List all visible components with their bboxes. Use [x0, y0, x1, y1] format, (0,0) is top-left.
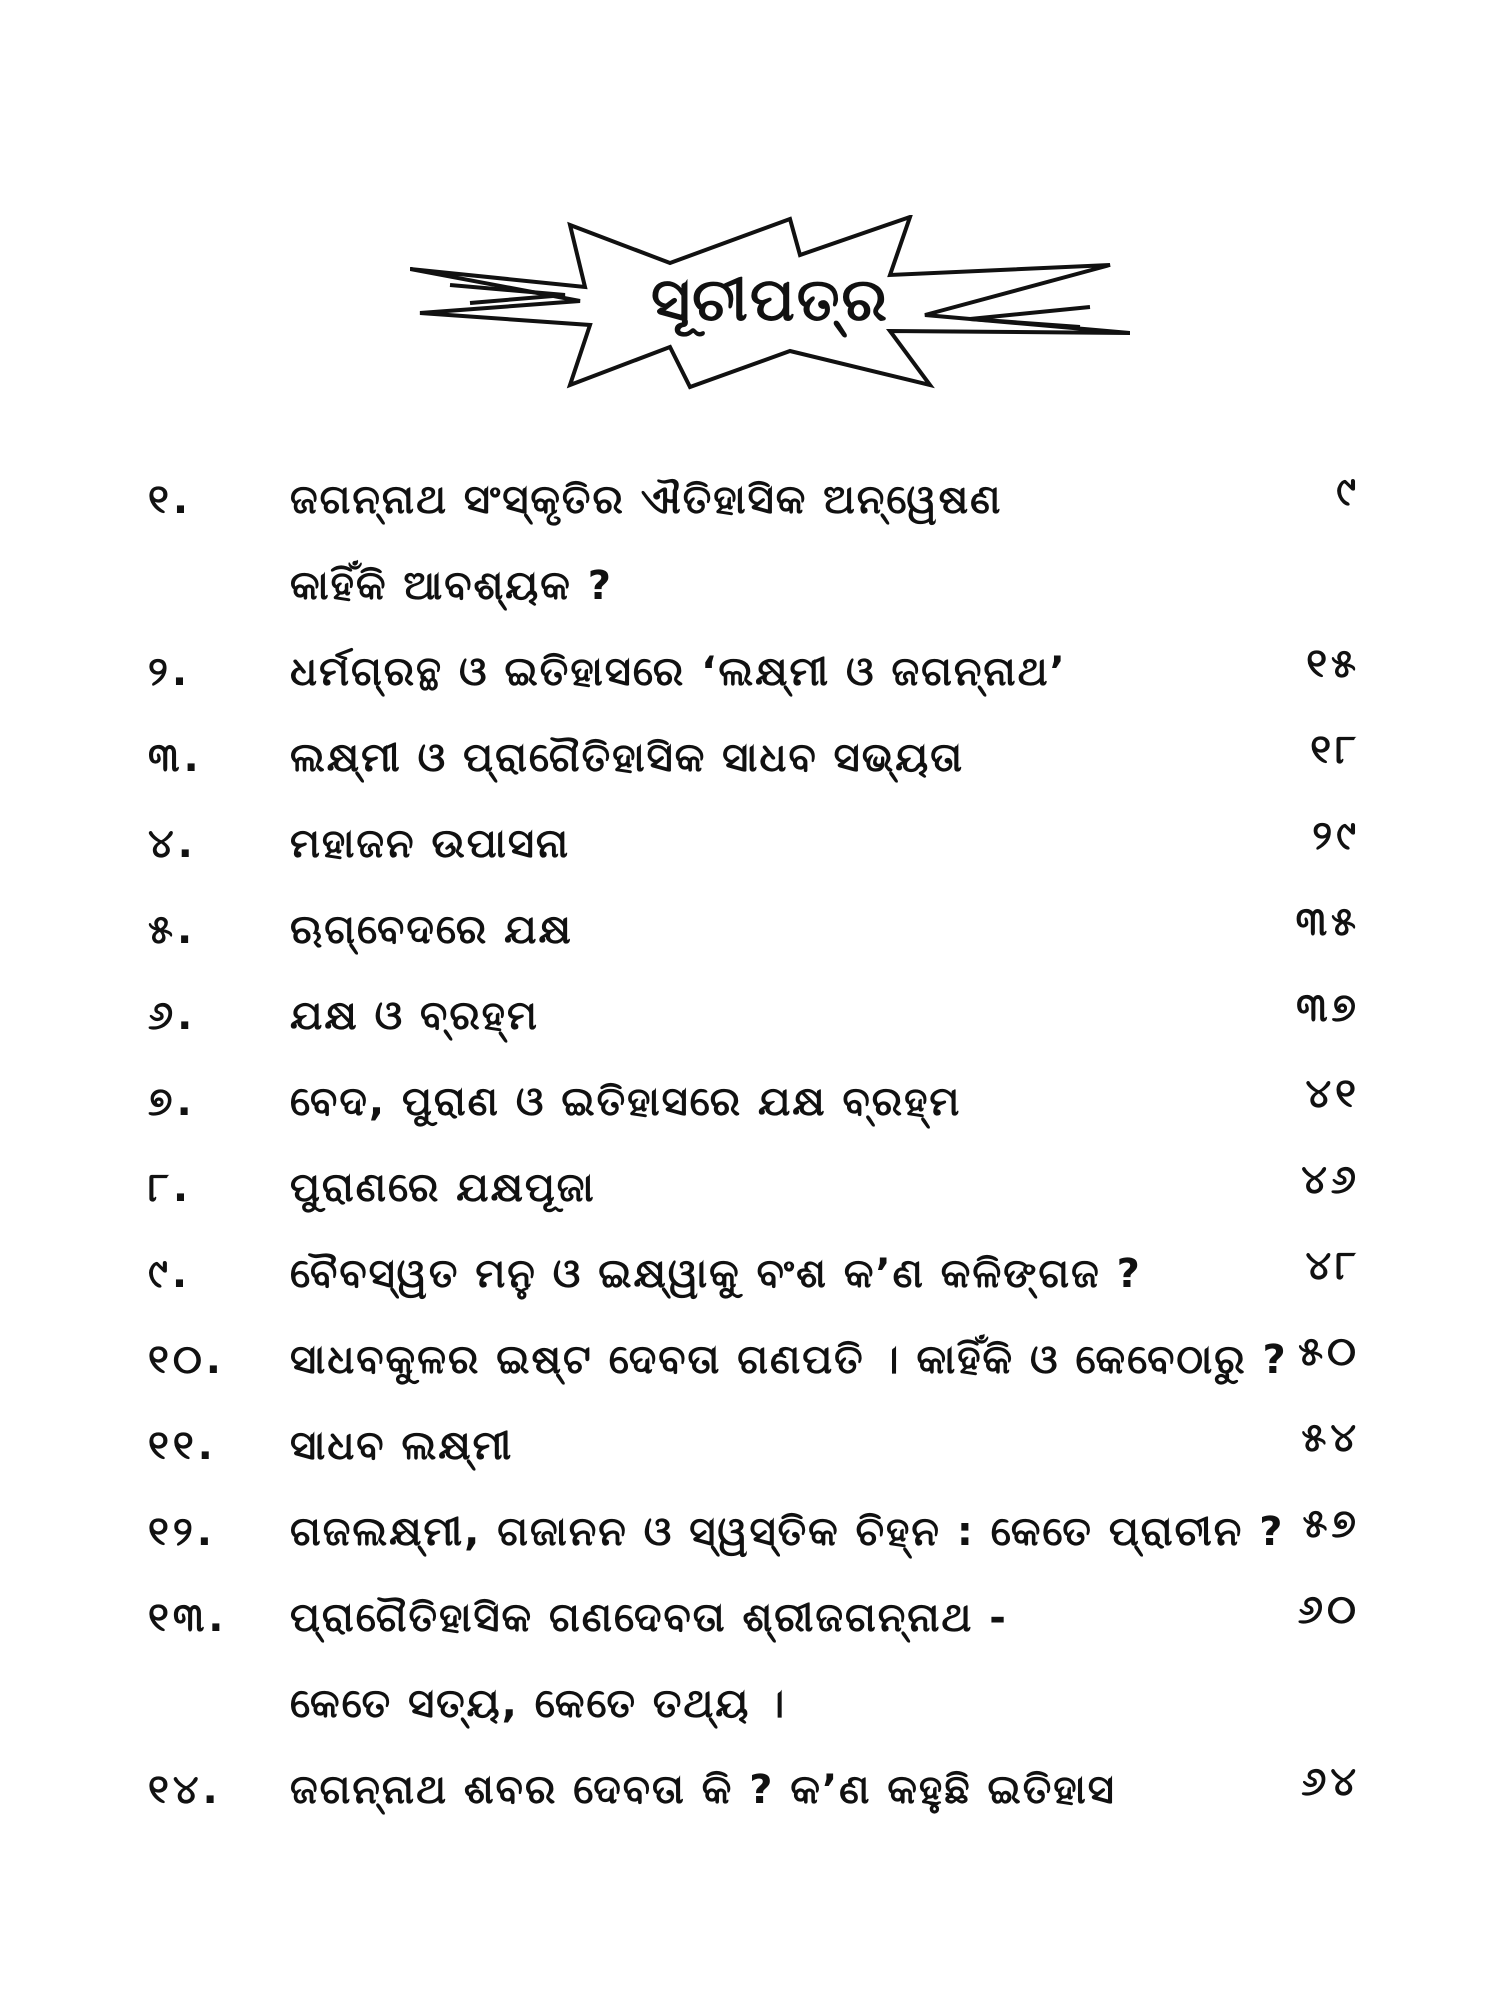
toc-entry-title — [290, 1762, 1116, 1848]
toc-entry — [0, 630, 1500, 716]
toc-entry-page-number: ୪୧ — [1305, 1071, 1360, 1117]
toc-entry-title-line: ଯକ୍ଷ ଓ ବ୍ରହ୍ମ — [290, 993, 539, 1039]
toc-entry-title-line: ସାଧବକୁଳର ଇଷ୍ଟ ଦେବତା ଗଣପତି । କାହିଁକି ଓ କେବେଠାରୁ ? — [290, 1337, 1288, 1383]
toc-entry-number: ୫. — [148, 907, 197, 953]
toc-entry — [0, 1232, 1500, 1318]
toc-entry-page-number: ୯ — [1336, 469, 1360, 515]
toc-entry — [0, 458, 1500, 609]
toc-entry-title-line: କେତେ ସତ୍ୟ, କେତେ ତଥ୍ୟ । — [290, 1681, 787, 1727]
toc-entry-number: ୭. — [148, 1079, 196, 1125]
toc-entry-page-number: ୫୪ — [1301, 1415, 1360, 1461]
toc-entry-page-number: ୧୮ — [1310, 727, 1360, 773]
toc-entry — [0, 974, 1500, 1060]
toc-entry-title-line: ପ୍ରାଗୈତିହାସିକ ଗଣଦେବତା ଶ୍ରୀଜଗନ୍ନାଥ - — [290, 1595, 1008, 1641]
toc-entry-title-line: ପୁରାଣରେ ଯକ୍ଷପୂଜା — [290, 1165, 596, 1211]
toc-entry-title-line: ସାଧବ ଲକ୍ଷ୍ମୀ — [290, 1423, 514, 1469]
toc-entry — [0, 1404, 1500, 1490]
title-banner — [410, 215, 1130, 390]
toc-entry-number: ୧. — [148, 477, 193, 523]
toc-entry-page-number: ୫୦ — [1298, 1329, 1360, 1375]
toc-entry-page-number: ୬୦ — [1297, 1587, 1360, 1633]
toc-entry-page-number: ୫୭ — [1302, 1501, 1360, 1547]
toc-entry-page-number: ୬୪ — [1301, 1759, 1360, 1805]
toc-entry-title-line: ଲକ୍ଷ୍ମୀ ଓ ପ୍ରାଗୈତିହାସିକ ସାଧବ ସଭ୍ୟତା — [290, 735, 965, 781]
toc-entry-title-line: ବେଦ, ପୁରାଣ ଓ ଇତିହାସରେ ଯକ୍ଷ ବ୍ରହ୍ମ — [290, 1079, 962, 1125]
toc-entry-title-line: ଜଗନ୍ନାଥ ଶବର ଦେବତା କି ? କ’ଣ କହୁଛି ଇତିହାସ — [290, 1767, 1116, 1813]
toc-entry — [0, 1060, 1500, 1146]
toc-entry — [0, 802, 1500, 888]
toc-entry — [0, 1146, 1500, 1232]
toc-entry — [0, 888, 1500, 974]
toc-entry-title-line: ଜଗନ୍ନାଥ ସଂସ୍କୃତିର ଐତିହାସିକ ଅନ୍ୱେଷଣ — [290, 477, 1003, 523]
toc-entry-number: ୩. — [148, 735, 203, 781]
toc-entry-title — [290, 472, 1002, 644]
toc-entry-page-number: ୩୫ — [1295, 899, 1360, 945]
toc-entry-number: ୧୪. — [148, 1767, 222, 1813]
toc-entry-number: ୬. — [148, 993, 197, 1039]
toc-entry-number: ୮. — [148, 1165, 193, 1211]
toc-entry-number: ୧୧. — [148, 1423, 217, 1469]
toc-entry-number: ୧୨. — [148, 1509, 216, 1555]
toc-entry-title-line: ଧର୍ମଗ୍ରନ୍ଥ ଓ ଇତିହାସରେ ‘ଲକ୍ଷ୍ମୀ ଓ ଜଗନ୍ନାଥ’ — [290, 649, 1067, 695]
toc-entry — [0, 1318, 1500, 1404]
toc-entry — [0, 1490, 1500, 1576]
toc-entry-title-line: କାହିଁକି ଆବଶ୍ୟକ ? — [290, 563, 613, 609]
toc-entry-page-number: ୪୮ — [1305, 1243, 1360, 1289]
toc-entry-title — [290, 1590, 1008, 1762]
toc-entry-title-line: ଗଜଲକ୍ଷ୍ମୀ, ଗଜାନନ ଓ ସ୍ୱସ୍ତିକ ଚିହ୍ନ : କେତେ ପ୍ରାଚୀନ ? — [290, 1509, 1285, 1555]
toc-entry-title-line: ମହାଜନ ଉପାସନା — [290, 821, 571, 867]
toc-entry-number: ୧୩. — [148, 1595, 228, 1641]
toc-entry-title-line: ଋଗ୍‌ବେଦରେ ଯକ୍ଷ — [290, 907, 573, 953]
toc-entry — [0, 1748, 1500, 1834]
toc-entry — [0, 1576, 1500, 1727]
toc-entry-page-number: ୪୬ — [1301, 1157, 1360, 1203]
toc-entry-page-number: ୩୭ — [1296, 985, 1360, 1031]
toc-entry-number: ୨. — [148, 649, 192, 695]
toc-entry-number: ୧୦. — [148, 1337, 225, 1383]
page-title: ସୂଚୀପତ୍ର — [651, 265, 889, 335]
toc-entry — [0, 716, 1500, 802]
toc-entry-number: ୪. — [148, 821, 197, 867]
toc-entry-number: ୯. — [148, 1251, 192, 1297]
toc-entry-title-line: ବୈବସ୍ୱତ ମନୁ ଓ ଇକ୍ଷ୍ୱାକୁ ବଂଶ କ’ଣ କଳିଙ୍ଗଜ ? — [290, 1251, 1142, 1297]
toc-entry-page-number: ୨୯ — [1312, 813, 1360, 859]
toc-entry-page-number: ୧୫ — [1306, 641, 1360, 687]
